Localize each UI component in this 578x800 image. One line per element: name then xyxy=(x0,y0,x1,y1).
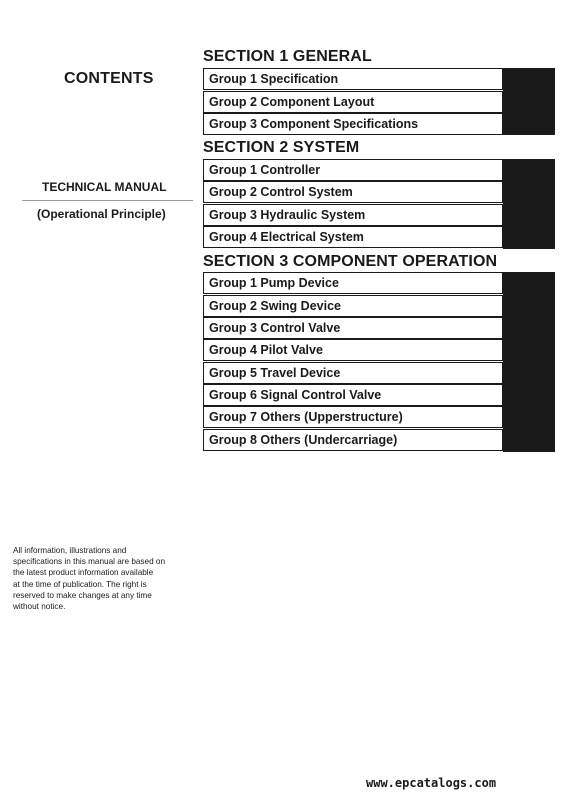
manual-divider xyxy=(22,200,193,201)
website-watermark: www.epcatalogs.com xyxy=(366,776,497,790)
section-1-title: SECTION 1 GENERAL xyxy=(203,48,372,65)
section-2-index-tab xyxy=(503,159,555,249)
disclaimer-line: reserved to make changes at any time xyxy=(13,590,152,600)
section-2-group-1-link[interactable]: Group 1 Controller xyxy=(203,159,503,181)
section-2-group-2-link[interactable]: Group 2 Control System xyxy=(203,181,503,203)
manual-subtitle: (Operational Principle) xyxy=(37,207,166,221)
section-3-group-6-link[interactable]: Group 6 Signal Control Valve xyxy=(203,384,503,406)
section-3-group-8-link[interactable]: Group 8 Others (Undercarriage) xyxy=(203,429,503,451)
section-2-title: SECTION 2 SYSTEM xyxy=(203,139,360,156)
section-3-group-1-link[interactable]: Group 1 Pump Device xyxy=(203,272,503,294)
section-1-group-2-link[interactable]: Group 2 Component Layout xyxy=(203,91,503,113)
disclaimer-line: at the time of publication. The right is xyxy=(13,579,147,589)
contents-title: CONTENTS xyxy=(64,70,154,87)
disclaimer-line: without notice. xyxy=(13,602,66,612)
disclaimer-line: specifications in this manual are based on xyxy=(13,557,166,567)
section-3-index-tab xyxy=(503,272,555,452)
section-1-group-1-link[interactable]: Group 1 Specification xyxy=(203,68,503,90)
section-1-index-tab xyxy=(503,68,555,135)
section-3-group-3-link[interactable]: Group 3 Control Valve xyxy=(203,317,503,339)
section-2-group-3-link[interactable]: Group 3 Hydraulic System xyxy=(203,204,503,226)
manual-title: TECHNICAL MANUAL xyxy=(42,180,167,194)
disclaimer-line: the latest product information available xyxy=(13,568,154,578)
section-1-group-3-link[interactable]: Group 3 Component Specifications xyxy=(203,113,503,135)
disclaimer-text xyxy=(13,545,193,612)
section-3-group-2-link[interactable]: Group 2 Swing Device xyxy=(203,295,503,317)
section-3-group-4-link[interactable]: Group 4 Pilot Valve xyxy=(203,339,503,361)
disclaimer-line: All information, illustrations and xyxy=(13,546,127,555)
section-3-group-7-link[interactable]: Group 7 Others (Upperstructure) xyxy=(203,406,503,428)
section-3-title: SECTION 3 COMPONENT OPERATION xyxy=(203,253,498,270)
section-2-group-4-link[interactable]: Group 4 Electrical System xyxy=(203,226,503,248)
section-3-group-5-link[interactable]: Group 5 Travel Device xyxy=(203,362,503,384)
